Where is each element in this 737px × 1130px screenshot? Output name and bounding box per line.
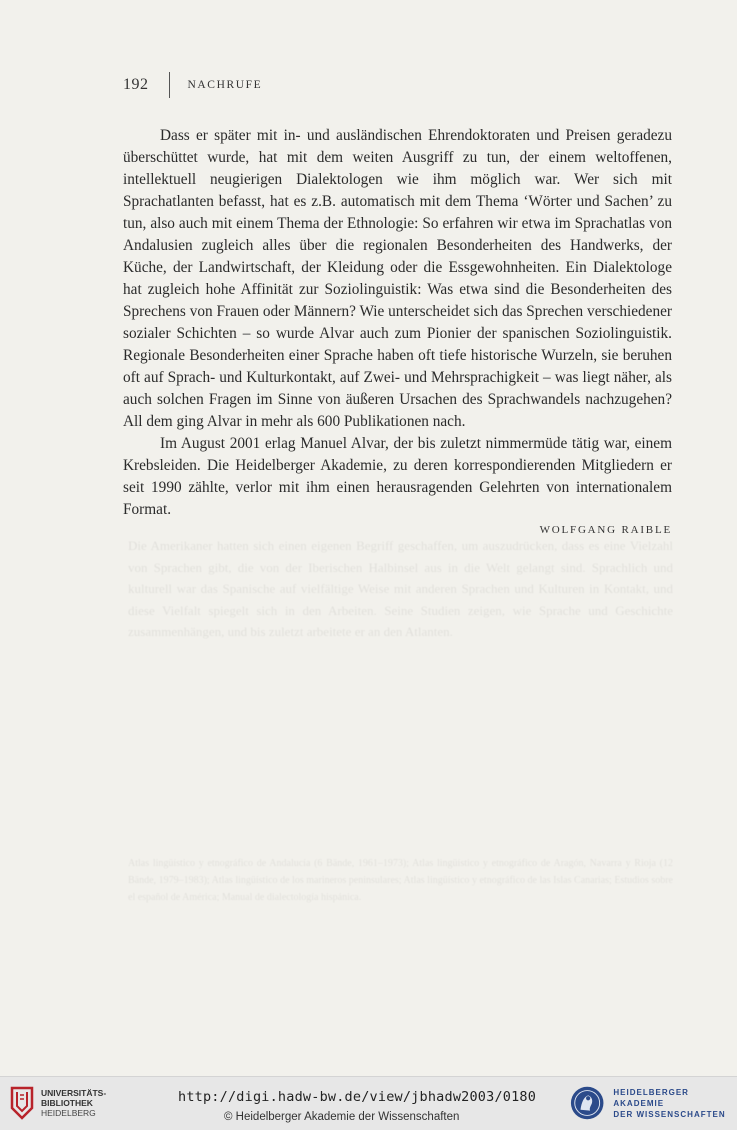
library-crest-icon <box>9 1086 35 1120</box>
article-body <box>123 125 672 521</box>
paragraph: Dass er später mit in- und ausländischen Ehrendoktoraten und Preisen geradezu überschüttet wurde, hat mit dem weiten Ausgriff zu tun, der einem weltoffenen, intellektuell neugierigen Dialektologen wie ihm möglich war. Wer sich mit Sprachatlanten befasst, hat es z.B. automatisch mit dem Thema ‘Wörter und Sachen’ zu tun, also auch mit einem Thema der Ethnologie: So erfahren wir etwa im Sprachatlas von Andalusien zugleich alles über die regionalen Besonderheiten des Handwerks, der Küche, der Landwirtschaft, der Kleidung oder die Essgewohnheiten. Ein Dialektologe hat zugleich hohe Affinität zur Soziolinguistik: Was etwa sind die Besonderheiten des Sprechens von Frauen oder Männern? Wie unterscheidet sich das Sprechen verschiedener sozialer Schichten – so wurde Alvar auch zum Pionier der spanischen Soziolinguistik. Regionale Besonderheiten einer Sprache haben oft tiefe historische Wurzeln, sie beruhen oft auf Sprach- und Kulturkontakt, auf Zwei- und Mehrsprachigkeit – was liegt näher, als auch solchen Fragen im Sinne von äußeren Ursachen des Sprachwandels nachzugehen? All dem ging Alvar in mehr als 600 Publikationen nach. <box>123 127 672 430</box>
page-header <box>123 70 262 100</box>
footer-bar <box>0 1076 737 1130</box>
academy-seal-icon <box>569 1084 605 1122</box>
header-divider <box>169 72 170 98</box>
academy-name-line2: DER WISSENSCHAFTEN <box>613 1109 726 1119</box>
academy-name-line1: HEIDELBERGER AKADEMIE <box>613 1087 689 1108</box>
page-number: 192 <box>123 76 149 93</box>
permalink[interactable]: http://digi.hadw-bw.de/view/jbhadw2003/0180 <box>178 1089 537 1105</box>
copyright-notice: © Heidelberger Akademie der Wissenschaften <box>224 1111 460 1123</box>
paragraph: Im August 2001 erlag Manuel Alvar, der bis zuletzt nimmermüde tätig war, einem Krebsleiden. Die Heidelberger Akademie, zu deren korrespondierenden Mitgliedern er seit 1990 zählte, verlor mit ihm einen herausragenden Gelehrten von internationalem Format. <box>123 435 672 518</box>
author-signature: WOLFGANG RAIBLE <box>539 524 672 536</box>
library-name-line2: BIBLIOTHEK <box>41 1098 93 1108</box>
bleed-through-footnotes: Atlas lingüístico y etnográfico de Andalucía (6 Bände, 1961–1973); Atlas lingüístico y etnográfico de Aragón, Navarra y Rioja (12 Bände, 1979–1983); Atlas lingüístico de los marineros peninsulares; Atlas lingüístico y etnográfico de las Islas Canarias; Estudios sobre el español de América; Manual de dialectología hispánica. <box>128 858 673 903</box>
library-city: HEIDELBERG <box>41 1108 96 1118</box>
running-head: NACHRUFE <box>187 79 263 91</box>
academy-logo[interactable] <box>569 1084 737 1122</box>
bleed-through-text: Die Amerikaner hatten sich einen eigenen Begriff geschaffen, um auszudrücken, dass es eine Vielzahl von Sprachen gibt, die von der Iberischen Halbinsel aus in die Welt gelangt sind. Sprachlich und kulturell war das Spanische auf vielfältige Weise mit anderen Sprachen und Kulturen in Kontakt, und diese Vielfalt spiegelt sich in den Arbeiten. Seine Studien zeigen, wie Sprache und Geschichte zusammenhängen, und bis zuletzt arbeitete er an den Atlanten. <box>128 538 673 639</box>
library-name-line1: UNIVERSITÄTS- <box>41 1088 107 1098</box>
library-logo[interactable] <box>9 1086 106 1120</box>
